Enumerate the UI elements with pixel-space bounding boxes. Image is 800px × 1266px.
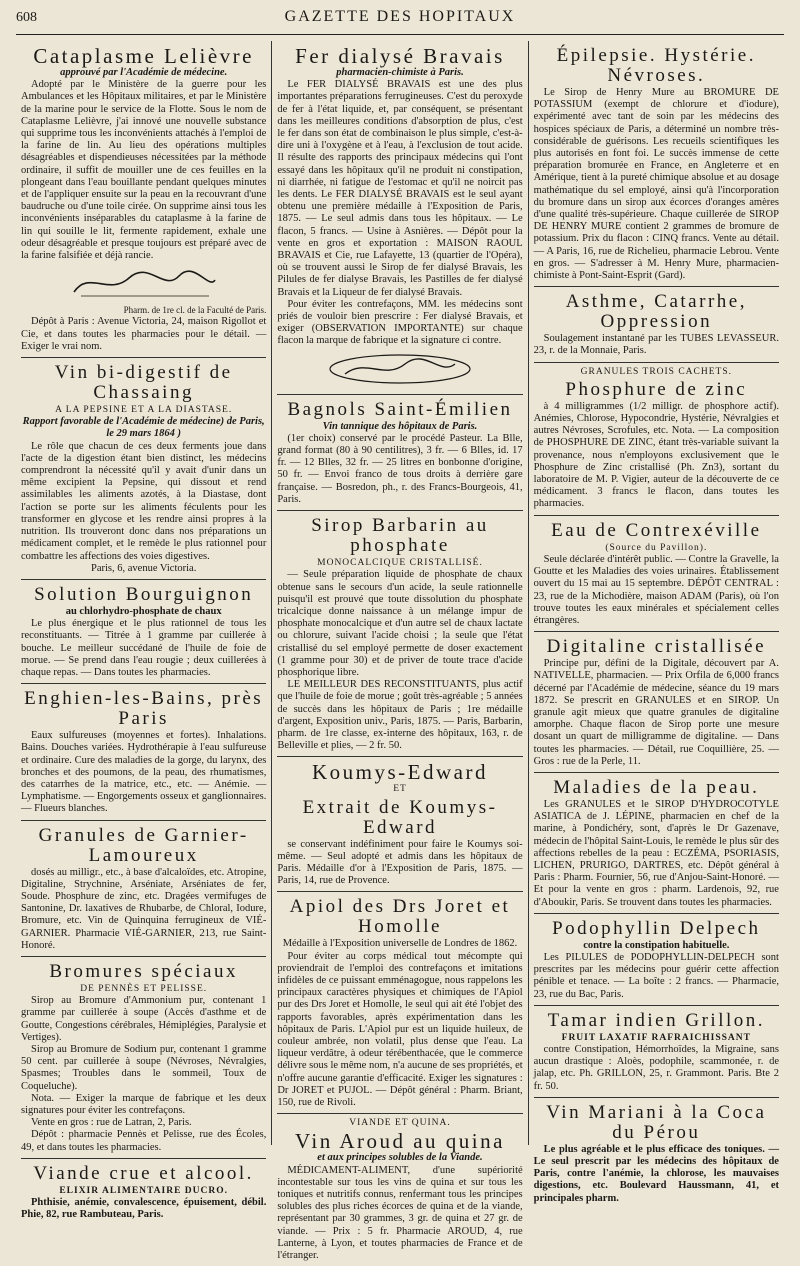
ad-subtitle: approuvé par l'Académie de médecine. xyxy=(60,67,228,78)
ad-kicker: VIANDE ET QUINA. xyxy=(349,1118,451,1129)
ad-koumys xyxy=(277,757,522,892)
ad-body: Seule déclarée d'intérêt public. — Contre la Gravelle, la Goutte et les Maladies des voies urinaires. Établissement ouvert du 15 mai au 15 septembre. DÉPÔT CENTRAL : 23, rue de la Michodière, maison ADAM (Paris), où l'on trouve toutes les eaux minérales et spécialement celles étrangères. xyxy=(533,553,779,626)
ad-tamar xyxy=(534,1006,779,1098)
ad-subtitle: FRUIT LAXATIF RAFRAICHISSANT xyxy=(561,1032,751,1043)
running-header xyxy=(16,8,784,35)
ad-title: Koumys-Edward xyxy=(312,760,488,785)
ad-subtitle: Médaille à l'Exposition universelle de Londres de 1862. xyxy=(282,938,518,950)
ad-report: Rapport favorable de l'Académie de médecine) de Paris, le 29 mars 1864 ) xyxy=(22,416,265,440)
ad-body: — Seule préparation liquide de phosphate de chaux obtenue sans le secours d'un acide, la seule rationnelle puisqu'il est prouvé que toute dissolution du phosphate tricalcique donne naissance à un mélange impur de phosphate monocalcique et d'un autre sel de chaux lactate ou chlorure, suivant l'acide choisi ; la seule que l'état cristallisé du sel employé permette de doser exactement (1 gramme pour 30) et de priver de toute trace d'acide phosphorique libre. xyxy=(277,569,523,678)
ad-phosphure xyxy=(534,363,779,516)
ad-body: LE MEILLEUR DES RECONSTITUANTS, plus actif que l'huile de foie de morue ; goût très-agréable ; 5 années de succès dans les hôpitaux de Paris ; 1re médaille d'argent, Exposition univ., Paris, 1875. — Paris, Barbarin, pharm. de 1re classe, ex-interne des hôpitaux, 163, r. de Belleville et plies, — 2 fr. 50. xyxy=(277,679,523,752)
ad-title: Épilepsie. Hystérie. Névroses. xyxy=(556,45,756,86)
ad-title: Enghien-les-Bains, près Paris xyxy=(24,688,264,730)
ad-body: Sirop au Bromure d'Ammonium pur, contenant 1 gramme par cuillerée à soupe (Accès d'asthme et de Goutte, Congestions cérébrales, Hémiplégies, Paralysie et Vertiges). xyxy=(21,995,267,1043)
ad-enghien xyxy=(21,684,266,820)
ad-title: Asthme, Catarrhe, Oppression xyxy=(565,291,747,333)
column-2 xyxy=(271,41,527,1262)
ad-columns xyxy=(16,41,784,1262)
ad-title: Maladies de la peau. xyxy=(553,776,760,798)
ad-maladies-peau xyxy=(534,773,779,914)
ad-title: Viande crue et alcool. xyxy=(33,1162,254,1184)
ad-depot: Dépôt : pharmacie Pennès et Pelisse, rue des Écoles, 49, et dans toutes les pharmacies. xyxy=(21,1129,267,1153)
ad-fer-bravais xyxy=(277,41,522,395)
ad-title: Vin bi-digestif de Chassaing xyxy=(54,362,233,404)
ad-body: contre Constipation, Hémorrhoïdes, la Migraine, sans aucun drastique : Aloès, podophile, scammonée, r. de jalap, etc. Ph. GRILLON, 25, r. Grammont. Paris. Bte 2 fr. 50. xyxy=(533,1043,779,1092)
ad-body: Le plus agréable et le plus efficace des toniques. — Le seul prescrit par les médecins des hôpitaux de Paris, contre l'anémie, la chlorose, les mauvaises digestions, etc. Boulevard Haussmann, 41, et principales pharm. xyxy=(533,1143,779,1204)
ad-body: Le FER DIALYSÉ BRAVAIS est une des plus importantes préparations ferrugineuses. C'est du peroxyde de fer à l'état liquide, et, par conséquent, se présentant dans les meilleures conditions d'absorption de plus, c'est le fer dans son état de combinaison le plus simple, c'est-à-dire uni à l'oxygène et à l'eau, à l'exclusion de tout acide. Il résulte des rapports des principaux médecins qui l'ont essayé dans les hôpitaux qu'il ne produit ni constipation, ni diarrhée, ni fatigue de l'estomac et qu'il ne noircit pas les dents. Le FER DIALYSÉ BRAVAIS est le seul ayant obtenu une première médaille à l'Exposition de Paris, 1875. — Le seul admis dans tous les hôpitaux. — Le flacon, 5 francs. — Usine à Asnières. — Dépôt pour la vente en gros et exportation : MAISON RAOUL BRAVAIS et Cie, rue Lafayette, 13 (quartier de l'Opéra), où se trouvent aussi le Sirop de fer dialysé Bravais, les Pilules de fer dialyse Bravais, les Pastilles de fer dialysé Bravais et la Liqueur de fer dialysé Bravais. xyxy=(277,79,523,298)
trademark-signature-image xyxy=(325,352,475,386)
ad-title: Sirop Barbarin au phosphate xyxy=(311,515,489,557)
ad-solution-bourguignon xyxy=(21,580,266,684)
ad-title: Bromures spéciaux xyxy=(49,960,238,982)
ad-subtitle: A LA PEPSINE ET A LA DIASTASE. xyxy=(55,405,233,416)
ad-body: se conservant indéfiniment pour faire le Koumys soi-même. — Seul adopté et admis dans les hôpitaux de Paris. Médaille d'or à l'Exposition de Paris, 1875. — Paris, 14, rue de Provence. xyxy=(277,838,523,887)
ad-title: Digitaline cristallisée xyxy=(546,636,767,658)
ad-bromures xyxy=(21,957,266,1159)
ad-granules-garnier xyxy=(21,821,266,957)
ad-body: Le Sirop de Henry Mure au BROMURE DE POTASSIUM (exempt de chlorure et d'iodure), expérimenté avec tant de soin par les médecins des hospices spéciaux de Paris, a déterminé un nombre très-considérable de guérisons. Les recueils scientifiques les plus autorisés en font foi. Le succès immense de cette préparation bromurée en France, en Angleterre et en Amérique, tient à la pureté chimique absolue et au dosage mathématique du sel employé, ainsi qu'à l'incorporation du bromure dans un sirop aux écorces d'oranges amères d'une qualité très-supérieure. Chaque cuillerée de SIROP DE HENRY MURE contient 2 grammes de bromure de potassium. Prix du flacon : CINQ francs. Vente au détail. — A Paris, 16, rue de Richelieu, pharmacie Lebrou. Vente en gros. — S'adresser à M. Henry Mure, pharmacien-chimiste à Pont-Saint-Esprit (Gard). xyxy=(533,87,779,282)
ad-subtitle: pharmacien-chimiste à Paris. xyxy=(336,67,464,78)
ad-body: Adopté par le Ministère de la guerre pour les Ambulances et les Hôpitaux militaires, et par le Ministère de la marine pour le service de la Flotte. Sous le nom de Cataplasme Lelièvre, j'ai innové une nouvelle substance qui supprime tous les inconvénients attachés à l'emploi de la farine de lin. Au lieu des opérations multiples désagréables et dispendieuses nécessitées par la méthode ordinaire, il suffit de mouiller une de ces feuilles en la plongeant dans l'eau bouillante pendant quelques minutes et de l'appliquer ensuite sur la peau en la recouvrant d'une baudruche ou d'une toile cirée. On supprime ainsi tous les inconvénients inséparables du cataplasme à la farine de lin qui souille le lit, fermente rapidement, exhale une odeur désagréable et presque toujours est préparé avec de la farine falsifiée et déjà rancie. xyxy=(21,79,267,262)
publication-title: GAZETTE DES HOPITAUX xyxy=(284,8,516,25)
ad-body: Sirop au Bromure de Sodium pur, contenant 1 gramme 50 cent. par cuillerée à soupe (Névroses, Névralgies, Spasmes; Troubles dans le sommeil, Toux de Coqueluche). xyxy=(21,1043,267,1092)
ad-title: Cataplasme Lelièvre xyxy=(33,44,254,68)
ad-subtitle: Vin tannique des hôpitaux de Paris. xyxy=(322,420,478,432)
ad-body: Pour éviter au corps médical tout mécompte qui proviendrait de l'emploi des contrefaçons et imitations infidèles de ce puissant emménagogue, nous rappelons les principaux caractères physiques et chimiques de l'Apiol pur des Drs Joret et Homolle, le seul qui ait été l'objet des rapports favorables, après expérimentation dans les hôpitaux de Paris. L'Apiol pur est un liquide huileux, de couleur ambrée, non volatil, plus dense que l'eau. La liqueur verdâtre, à odeur térébenthacée, que le commerce délivre sous le même nom, n'a aucune de ses propriétés, et n'offre aucune garantie d'efficacité. Exiger les signatures : Dr JORET et PUJOL. — Dépôt général : Pharm. Briant, 150, rue de Rivoli. xyxy=(277,950,523,1108)
ad-subtitle: contre la constipation habituelle. xyxy=(583,939,730,951)
ad-cataplasme xyxy=(21,41,266,358)
signature-caption: Pharm. de 1re cl. de la Faculté de Paris. xyxy=(123,305,267,316)
ad-subtitle: au chlorhydro-phosphate de chaux xyxy=(65,605,222,617)
ad-body: Les PILULES de PODOPHYLLIN-DELPECH sont prescrites par les médecins pour guérir cette affection pénible et tenace. — La boîte : 2 francs. — Pharmacie, 23, rue du Bac, Paris. xyxy=(533,951,779,1000)
ad-subtitle: et aux principes solubles de la Viande. xyxy=(317,1152,483,1164)
ad-bagnols xyxy=(277,395,522,511)
ad-address: Paris, 6, avenue Victoria. xyxy=(91,562,197,574)
ad-body: MÉDICAMENT-ALIMENT, d'une supériorité incontestable sur tous les vins de quina et sur tous les toniques et nutritifs connus, renfermant tous les principes solubles des plus riches écorces de quina et de la viande, représentant par 30 grammes, 3 gr. de quina et 27 gr. de viande. — Prix : 5 fr. Pharmacie AROUD, 4, rue Lanterne, à Lyon, et toutes pharmacies de France et de l'étranger. xyxy=(277,1164,523,1262)
ad-subtitle: ELIXIR ALIMENTAIRE DUCRO. xyxy=(59,1185,228,1196)
page-number: 608 xyxy=(16,10,37,25)
ad-title: Apiol des Drs Joret et Homolle xyxy=(289,896,511,938)
ad-subtitle: MONOCALCIQUE CRISTALLISÉ. xyxy=(317,558,483,569)
ad-digitaline xyxy=(534,632,779,773)
ad-title: Granules de Garnier-Lamoureux xyxy=(38,824,249,866)
ad-title: Phosphure de zinc xyxy=(565,378,748,400)
ad-contrexeville xyxy=(534,516,779,632)
ad-body: Le rôle que chacun de ces deux ferments joue dans l'acte de la digestion étant bien distinct, les médecins comprendront la nécessité qu'il y avait d'unir dans un même excipient la Pepsine, qui dissout et rend assimilables les aliments azotés, à la Diastase, dont l'action se porte sur les aliments féculents pour les transformer en glycose et les rendre ainsi propres à la nutrition. Ils trouveront donc dans nos préparations un médicament complet, et le remède le plus rationnel pour combattre les affections des voies digestives. xyxy=(21,440,267,562)
ad-sirop-barbarin xyxy=(277,511,522,757)
ad-vin-mariani xyxy=(534,1098,779,1209)
ad-podophyllin xyxy=(534,914,779,1006)
ad-body: à 4 milligrammes (1/2 milligr. de phosphore actif). Anémies, Chlorose, Hypocondrie, Hystérie, Névralgies et autres Névroses, Scrofules, etc. Nota. — La composition de PHOSPHURE DE ZINC, étant très-variable suivant la provenance, nous n'employons exclusivement que le Phosphure de Zinc cristallisé (Ph. Zn3), sortant du laboratoire de M. P. Vigier, auteur de la découverte de ce médicament. 3 francs le flacon, dans toutes les pharmacies. xyxy=(533,400,779,510)
ad-title: Eau de Contrexéville xyxy=(551,519,762,541)
ad-title-connector: ET xyxy=(393,784,407,795)
ad-body: dosés au milligr., etc., à base d'alcaloïdes, etc. Atropine, Digitaline, Strychnine, Arséniate, Arséniates de fer, Soude. Phosphure de zinc, etc. Dragées vermifuges de Santonine, Dr. laxatives de Rhubarbe, de Chloral, Iodure, Bromure, etc. Vin de Quinquina ferrugineux de VIÉ-GARNIER. Pharmacie VIÉ-GARNIER, 213, rue Saint-Honoré. xyxy=(21,866,267,951)
ad-body: Principe pur, défini de la Digitale, découvert par A. NATIVELLE, pharmacien. — Prix Orfila de 6,000 francs décerné par l'Académie de médecine, séance du 19 mars 1872. Se prescrit en GRANULES et en SIROP. Un granule agit mieux que quatre granules de digitaline amorphe. Chaque flacon de Sirop porte une mesure dosant un quart de milligramme de digitaline. — Dans toutes les pharmacies. — Détail, rue Coquillière, 25. — Gros : rue de la Perle, 11. xyxy=(533,658,779,767)
ad-body: Eaux sulfureuses (moyennes et fortes). Inhalations. Bains. Douches variées. Hydrothérapie à l'eau sulfureuse et ordinaire. Cure des maladies de la gorge, du larynx, des bronches et des poumons, de la peau, des rhumatismes, des catarrhes de la matrice, etc., etc. — Anémie. — Lymphatisme. — Engorgements osseux et ganglionnaires. — Flueurs blanches. xyxy=(21,730,267,815)
ad-note: Pour éviter les contrefaçons, MM. les médecins sont priés de vouloir bien prescrire : Fer dialysé Bravais, et exiger (OBSERVATION IMPORTANTE) sur chaque flacon la marque de fabrique et la signature ci contre. xyxy=(277,298,523,347)
ad-note: Nota. — Exiger la marque de fabrique et les deux signatures pour éviter les contrefaçons. xyxy=(21,1092,267,1116)
ad-vin-chassaing xyxy=(21,358,266,580)
ad-asthme xyxy=(534,287,779,362)
ad-subtitle: DE PENNÈS ET PELISSE. xyxy=(80,983,208,994)
ad-title: Podophyllin Delpech xyxy=(552,917,761,939)
ad-apiol xyxy=(277,892,522,1114)
column-3 xyxy=(528,41,784,1204)
ad-body: Le plus énergique et le plus rationnel de tous les reconstituants. — Titrée à 1 gramme par cuillerée à bouche. Le meilleur succédané de l'huile de foie de morue. — Se prend dans l'eau rougie ; deux cuillerées à chaque repas. — Dans toutes les pharmacies. xyxy=(21,618,267,678)
ad-sale: Vente en gros : rue de Latran, 2, Paris. xyxy=(31,1117,192,1129)
ad-body: Les GRANULES et le SIROP D'HYDROCOTYLE ASIATICA de J. LÉPINE, pharmacien en chef de la marine, à Pondichéry, sont, d'après le Dr Gazenave, médecin de l'hôpital Saint-Louis, le remède le plus sûr des affections rebelles de la peau : ECZÉMA, PSORIASIS, LICHEN, PRURIGO, DARTRES, etc. Dépôt général à Paris : Pharm. Fournier, 56, rue d'Anjou-Saint-Honoré. — Et pour la vente en gros : pharm. Lardenois, 92, rue d'Aboukir, Paris. Se trouvent dans toutes les pharmacies. xyxy=(533,798,779,908)
ad-kicker: GRANULES TROIS CACHETS. xyxy=(580,366,732,377)
ad-body: Phthisie, anémie, convalescence, épuisement, débil. Phie, 82, rue Rambuteau, Paris. xyxy=(21,1197,267,1221)
column-1 xyxy=(16,41,271,1221)
ad-title: Bagnols Saint-Émilien xyxy=(287,398,513,420)
signature-image xyxy=(69,266,219,300)
ad-title: Vin Aroud au quina xyxy=(295,1129,505,1154)
ad-title: Vin Mariani à la Coca du Pérou xyxy=(546,1101,767,1143)
ad-body: (1er choix) conservé par le procédé Pasteur. La Blle, grand format (80 à 90 centilitres), 3 fr. — 6 Blles, id. 17 fr. — 12 Blles, 32 fr. — 25 litres en bonbonne d'origine, 50 fr. — Envoi franco de tous droits à derrière gare française. — Bosredon, ph., r. des Francs-Bourgeois, 41, Paris. xyxy=(277,432,523,505)
ad-subtitle: (Source du Pavillon). xyxy=(605,542,708,553)
ad-viande-crue xyxy=(21,1159,266,1226)
ad-body: Soulagement instantané par les TUBES LEVASSEUR. 23, r. de la Monnaie, Paris. xyxy=(533,333,779,357)
ad-title: Solution Bourguignon xyxy=(34,583,254,605)
ad-title: Tamar indien Grillon. xyxy=(547,1009,766,1031)
ad-title-secondary: Extrait de Koumys-Edward xyxy=(302,796,498,838)
ad-title: Fer dialysé Bravais xyxy=(295,44,505,68)
ad-epilepsie xyxy=(534,41,779,287)
ad-footer: Dépôt à Paris : Avenue Victoria, 24, maison Rigollot et Cie, et dans toutes les pharmacies pour le détail. — Exiger le vrai nom. xyxy=(21,316,267,352)
ad-vin-aroud xyxy=(277,1114,522,1266)
